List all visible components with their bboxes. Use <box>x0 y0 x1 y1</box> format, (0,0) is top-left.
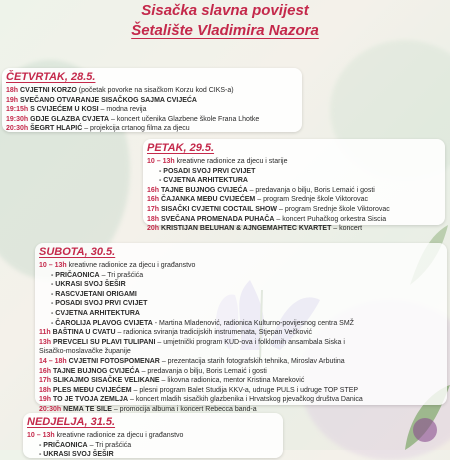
event-title: - ČAROLIJA PLAVOG CVIJETA <box>51 319 153 327</box>
event-description: – modna revija <box>98 106 147 114</box>
event-row <box>39 309 443 319</box>
event-description: kreativne radionice za djecu i građanstvo <box>56 432 184 439</box>
event-description: – likovna radionica, mentor Kristina Mareković <box>159 377 305 385</box>
event-time: 18h <box>147 215 160 223</box>
event-title: SVEČANA PROMENADA PUHAČA <box>161 215 275 223</box>
event-row <box>39 376 443 386</box>
event-description: – koncert Puhačkog orkestra Siscia <box>274 215 387 223</box>
event-time: 20h <box>147 225 160 233</box>
event-time: 10 – 13h <box>27 432 55 439</box>
event-title: - CVJETNA ARHITEKTURA <box>159 177 248 185</box>
event-time: 18h <box>39 386 52 394</box>
event-title: CVJETNI FOTOSPOMENAR <box>68 357 160 365</box>
event-title: - PRIČAONICA <box>51 271 100 279</box>
event-row <box>6 96 298 106</box>
event-row <box>147 176 441 186</box>
event-title: PREVCELI SU PLAVI TULIPANI <box>53 338 156 346</box>
event-row <box>147 195 441 205</box>
event-description: – Tri prašćića <box>87 441 132 449</box>
event-time: 18h <box>6 87 19 94</box>
event-time: 20:30h <box>6 125 29 133</box>
event-title: - POSADI SVOJ PRVI CVIJET <box>159 167 256 175</box>
event-row <box>39 319 443 329</box>
event-time: 10 – 13h <box>39 262 67 269</box>
event-time: 11h <box>39 329 51 337</box>
event-row <box>147 215 441 225</box>
event-row <box>147 205 441 215</box>
event-title: - PRIČAONICA <box>39 441 88 449</box>
event-row <box>39 299 443 309</box>
event-row <box>147 224 441 234</box>
event-title: - UKRASI SVOJ ŠEŠIR <box>39 451 114 459</box>
page-subtitle: Šetalište Vladimira Nazora <box>131 22 319 39</box>
event-description: – promocija albuma i koncert Rebecca band-a <box>111 405 257 413</box>
event-row <box>39 261 443 271</box>
event-title: - CVJETNA ARHITEKTURA <box>51 309 140 317</box>
event-time: 20:30h <box>39 405 62 413</box>
event-row <box>27 441 279 451</box>
event-description: – predavanja o bilju, Boris Lemaić i gosti <box>139 367 267 375</box>
event-description: – umjetnički program KUD-ova i folklornih ansambala Siska i <box>155 338 345 346</box>
event-row <box>39 395 443 405</box>
event-row <box>39 290 443 300</box>
day-heading: SUBOTA, 30.5. <box>39 246 116 258</box>
event-description: – program Srednje škole Viktorovac <box>255 196 368 204</box>
event-time: 16h <box>147 196 160 204</box>
event-row <box>39 338 443 348</box>
event-title: - RASCVJETANI ORIGAMI <box>51 290 137 298</box>
event-title: SISAČKI CVJETNI COCTAIL SHOW <box>161 205 278 213</box>
event-title: CVJETNI KORZO <box>20 87 77 94</box>
event-row <box>39 347 443 357</box>
event-description: – koncert učenika Glazbene škole Frana Lhotke <box>109 115 260 123</box>
event-title: TO JE TVOJA ZEMLJA <box>53 396 129 404</box>
event-row <box>39 271 443 281</box>
day-heading: PETAK, 29.5. <box>147 142 215 154</box>
event-title: ŠEGRT HLAPIĆ <box>30 125 83 133</box>
event-title: SLIKAJMO SISAČKE VELIKANE <box>53 377 160 385</box>
event-title: PLES MEĐU CVIJEĆEM <box>53 386 132 394</box>
event-description: – projekcija crtanog filma za djecu <box>82 125 190 133</box>
event-time: 19h <box>6 96 19 104</box>
event-title: KRISTIJAN BELUHAN & AJNGEMAHTEC KVARTET <box>161 225 332 233</box>
event-row <box>6 115 298 125</box>
event-time: 10 – 13h <box>147 158 175 165</box>
event-title: BAŠTINA U CVATU <box>52 329 116 337</box>
event-description: Sisačko-moslavačke županije <box>39 348 131 356</box>
event-description: (početak povorke na sisačkom Korzu kod CIKS-a) <box>76 87 234 94</box>
event-time: 13h <box>39 338 52 346</box>
day-heading: NEDJELJA, 31.5. <box>27 416 116 428</box>
event-row <box>147 167 441 177</box>
event-time: 17h <box>39 377 52 385</box>
event-description: - Martina Mladenović, radionica Kulturno-povijesnog centra SMŽ <box>152 319 354 327</box>
event-title: - UKRASI SVOJ ŠEŠIR <box>51 281 126 289</box>
event-title: ČAJANKA MEĐU CVIJEĆEM <box>161 196 256 204</box>
day-card-sunday <box>23 413 283 458</box>
event-description: – koncert mladih sisačkih glazbenika i Hrvatskog pjevačkog društva Danica <box>128 396 363 404</box>
event-title: - POSADI SVOJ PRVI CVIJET <box>51 300 148 308</box>
event-time: 19:15h <box>6 106 29 114</box>
event-time: 14 – 18h <box>39 357 67 365</box>
event-description: – predavanja o bilju, Boris Lemaić i gosti <box>247 186 375 194</box>
event-row <box>147 157 441 167</box>
event-description: – prezentacija starih fotografskih tehnika, Miroslav Arbutina <box>159 357 345 365</box>
event-title: GDJE GLAZBA CVJETA <box>30 115 110 123</box>
event-row <box>27 450 279 460</box>
event-time: 16h <box>147 186 160 194</box>
event-title: NEMA TE SILE <box>63 405 112 413</box>
event-row <box>39 280 443 290</box>
event-row <box>6 124 298 134</box>
event-description: kreativne radionice za djecu i starije <box>176 158 288 165</box>
event-row <box>39 357 443 367</box>
event-description: kreativne radionice za djecu i građanstvo <box>68 262 196 269</box>
event-row <box>6 86 298 96</box>
day-card-saturday <box>35 243 447 413</box>
event-time: 19h <box>39 396 52 404</box>
day-card-thursday <box>2 68 302 132</box>
event-title: TAJNE BUJNOG CVIJEĆA <box>53 367 140 375</box>
event-time: 17h <box>147 205 160 213</box>
day-card-friday <box>143 139 445 233</box>
event-description: – plesni program Balet Studija KKV-a, udruge PULS i udruge TOP STEP <box>131 386 359 394</box>
event-title: S CVIJEĆEM U KOSI <box>30 106 99 114</box>
event-time: 19:30h <box>6 115 29 123</box>
event-description: – radionica sviranja tradicijskih instrumenata, Stjepan Večković <box>115 329 313 337</box>
event-row <box>39 386 443 396</box>
event-description: – koncert <box>331 225 363 233</box>
page-title: Sisačka slavna povijest <box>141 2 309 19</box>
event-title: SVEČANO OTVARANJE SISAČKOG SAJMA CVIJEĆA <box>20 96 197 104</box>
event-description: – program Srednje škole Viktorovac <box>277 205 390 213</box>
event-row <box>39 367 443 377</box>
event-row <box>27 431 279 441</box>
event-description: – Tri prašćića <box>99 271 144 279</box>
event-row <box>6 105 298 115</box>
event-row <box>147 186 441 196</box>
event-row <box>39 328 443 338</box>
event-time: 16h <box>39 367 52 375</box>
event-title: TAJNE BUJNOG CVIJEĆA <box>161 186 248 194</box>
day-heading: ČETVRTAK, 28.5. <box>6 71 96 83</box>
